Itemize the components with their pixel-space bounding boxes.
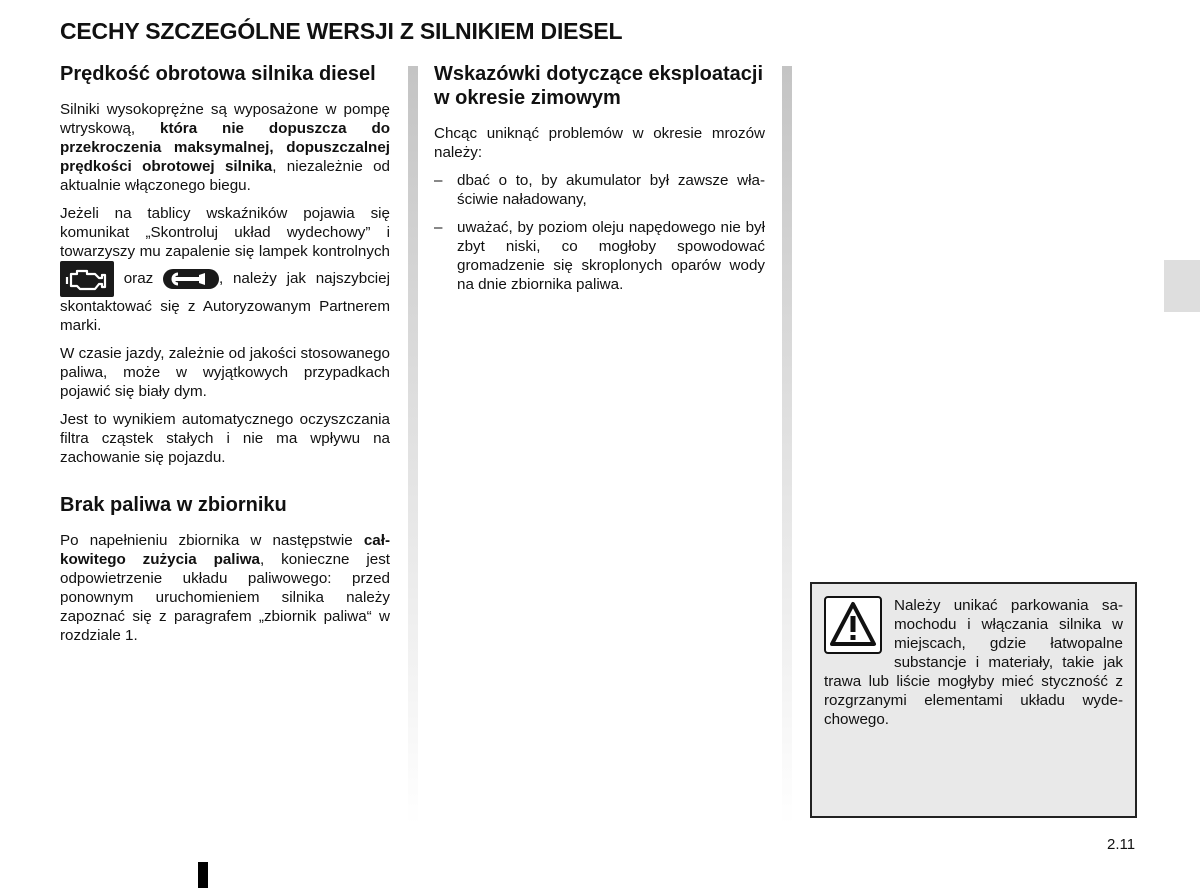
- column-divider-left: [408, 66, 418, 826]
- paragraph-fuel-bleeding: [60, 531, 390, 645]
- paragraph-filter-cleaning: Jest to wynikiem automatycznego oczyszczania filtra cząstek stałych i nie ma wpływu na zachowanie się pojazdu.: [60, 411, 390, 466]
- text-span: Po napełnieniu zbiornika w następstwie: [60, 532, 364, 549]
- list-item: [434, 218, 765, 294]
- page-number: 2.11: [1107, 836, 1136, 853]
- list-item-text: dbać o to, by akumulator był zawsze właściwie naładowany,: [457, 172, 765, 208]
- bold-text: całkowitego zużycia paliwa: [60, 532, 390, 568]
- warning-text-container: [824, 596, 1123, 729]
- paragraph-exhaust-warning: [60, 204, 390, 335]
- text-span: , należy jak najszybciej skontaktować się z Autoryzowanym Partnerem marki.: [60, 270, 390, 334]
- crop-mark: [198, 862, 208, 888]
- paragraph-winter-intro: Chcąc uniknąć problemów w okresie mrozów należy:: [434, 125, 765, 161]
- list-item: [434, 171, 765, 209]
- chapter-tab: [1164, 260, 1200, 312]
- section-heading-fuel-shortage: Brak paliwa w zbiorniku: [60, 494, 287, 516]
- text-span: , niezależnie od aktualnie włączonego biegu.: [60, 158, 390, 194]
- paragraph-white-smoke: W czasie jazdy, zależnie od jakości stosowanego paliwa, może w wyjątkowych przypadkach pojawić się biały dym.: [60, 345, 390, 400]
- warning-text: Należy unikać parkowania samochodu i włączania silnika w miejscach, gdzie łatwopalne substancje i materiały, takie jak trawa lub liście mogłyby mieć styczność z rozgrzanymi elementami układu wydechowego.: [824, 597, 1123, 728]
- dash-marker: –: [434, 172, 443, 189]
- column-divider-right: [782, 66, 792, 826]
- wrench-service-icon: [163, 269, 219, 289]
- text-span: , konieczne jest odpowietrzenie układu paliwowego: przed ponownym uruchomieniem silnika należy zapoznać się z paragrafem „zbiornik paliwa“ w rozdziale 1.: [60, 551, 391, 644]
- section-heading-engine-speed: Prędkość obrotowa silnika diesel: [60, 63, 376, 85]
- left-column: [60, 62, 390, 654]
- engine-warning-icon: [60, 261, 114, 297]
- section-heading-winter: Wskazówki dotyczące eksploatacji w okresie zimowym: [434, 63, 764, 109]
- page-title: CECHY SZCZEGÓLNE WERSJI Z SILNIKIEM DIESEL: [60, 18, 623, 44]
- paragraph-injection-pump: [60, 100, 390, 195]
- middle-column: [434, 62, 765, 303]
- dash-marker: –: [434, 219, 443, 236]
- list-item-text: uważać, by poziom oleju napędowego nie był zbyt niski, co mogłoby spowodować gromadzenie się skroplonych oparów wody na dnie zbiornika paliwa.: [457, 219, 765, 293]
- text-span: Jeżeli na tablicy wskaźników pojawia się komunikat „Skontroluj układ wydechowy” i towarzyszy mu zapalenie się lampek kontrolnych: [60, 205, 390, 260]
- text-span: oraz: [123, 270, 154, 288]
- bold-text: która nie dopuszcza do przekroczenia maksymalnej, dopuszczalnej prędkości obrotowej silnika: [60, 120, 390, 175]
- winter-tips-list: [434, 171, 765, 294]
- text-span: Silniki wysokoprężne są wyposażone w pompę wtryskową,: [60, 101, 390, 137]
- warning-box: [810, 582, 1137, 818]
